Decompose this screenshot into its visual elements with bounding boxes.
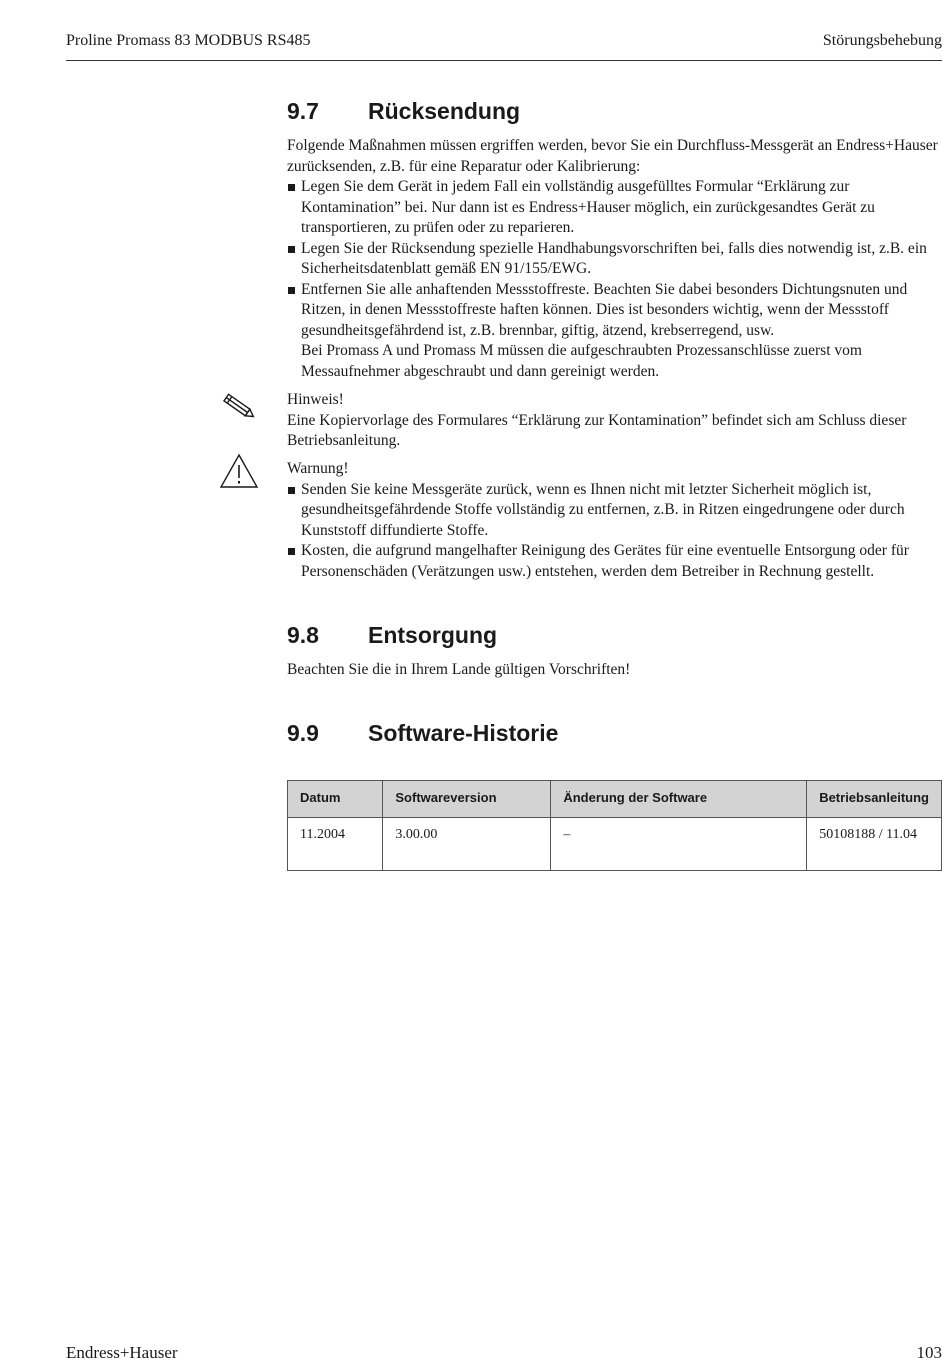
list-item [287, 541, 942, 582]
section-title: Rücksendung [368, 98, 521, 124]
list-item-text: Kosten, die aufgrund mangelhafter Reinigung des Gerätes für eine eventuelle Entsorgung oder für Personenschäden (Verätzungen usw.) entstehen, werden dem Betreiber in Rechnung gestellt. [301, 542, 909, 580]
list-item-text: Legen Sie der Rücksendung spezielle Handhabungsvorschriften bei, falls dies notwendig ist, z.B. ein Sicherheitsdatenblatt gemäß EN 91/155/EWG. [301, 239, 927, 277]
warning-label: Warnung! [287, 460, 349, 477]
note-label: Hinweis! [287, 391, 344, 408]
software-history-table [287, 780, 942, 871]
section-title: Entsorgung [368, 622, 498, 648]
header-chapter-title: Störungsbehebung [822, 32, 942, 49]
table-row [288, 818, 942, 871]
warning-block [287, 459, 942, 582]
table-cell-betriebsanleitung: 50108188 / 11.04 [807, 818, 942, 871]
pencil-icon [218, 390, 258, 424]
column-header-softwareversion: Softwareversion [383, 781, 551, 818]
page-header [66, 32, 942, 61]
entsorgung-text: Beachten Sie die in Ihrem Lande gültigen Vorschriften! [287, 661, 631, 678]
list-item [287, 480, 942, 542]
table-cell-aenderung: – [551, 818, 807, 871]
section-number: 9.8 [287, 622, 319, 648]
page-number: 103 [916, 1343, 942, 1362]
table-cell-datum: 11.2004 [288, 818, 383, 871]
column-header-aenderung: Änderung der Software [551, 781, 807, 818]
list-item [287, 280, 942, 383]
ruecksendung-body [287, 136, 942, 382]
warning-triangle-icon [218, 453, 258, 487]
column-header-datum: Datum [288, 781, 383, 818]
section-ruecksendung [287, 96, 942, 126]
list-item-text: Legen Sie dem Gerät in jedem Fall ein vollständig ausgefülltes Formular “Erklärung zur Kontamination” bei. Nur dann ist es Endress+Hauser möglich, ein zurückgesandtes Gerät zu transportieren, zu prüfen oder zu reparieren. [301, 178, 875, 236]
list-item [287, 177, 942, 239]
column-header-betriebsanleitung: Betriebsanleitung [807, 781, 942, 818]
note-text: Eine Kopiervorlage des Formulares “Erklärung zur Kontamination” befindet sich am Schluss dieser Betriebsanleitung. [287, 411, 907, 449]
list-item-text: Entfernen Sie alle anhaftenden Messstoffreste. Beachten Sie dabei besonders Dichtungsnuten und Ritzen, in denen Messstoffreste haften können. Dies ist besonders wichtig, wenn der Messstoff gesundheitsgefährdend ist, z.B. brennbar, giftig, ätzend, krebserregend, usw. [301, 280, 908, 339]
table-header-row [288, 781, 942, 818]
ruecksendung-list [287, 177, 942, 382]
note-block [287, 390, 942, 452]
section-title: Software-Historie [368, 720, 559, 746]
bullet-square-icon [288, 287, 295, 294]
bullet-square-icon [288, 548, 295, 555]
section-entsorgung [287, 620, 942, 650]
intro-paragraph: Folgende Maßnahmen müssen ergriffen werden, bevor Sie ein Durchfluss-Messgerät an Endress+Hauser zurücksenden, z.B. für eine Reparatur oder Kalibrierung: [287, 137, 938, 175]
list-item-extra-text: Bei Promass A und Promass M müssen die aufgeschraubten Prozessanschlüsse zuerst vom Messaufnehmer abgeschraubt und dann gereinigt werden. [301, 342, 862, 380]
list-item-text: Senden Sie keine Messgeräte zurück, wenn es Ihnen nicht mit letzter Sicherheit möglich ist, gesundheitsgefährdende Stoffe vollständig zu entfernen, z.B. in Ritzen eingedrungene oder durch Kunststoff diffundierte Stoffe. [301, 480, 905, 539]
section-software-historie [287, 718, 942, 748]
bullet-square-icon [288, 184, 295, 191]
bullet-square-icon [288, 246, 295, 253]
section-number: 9.9 [287, 720, 319, 746]
section-number: 9.7 [287, 98, 319, 124]
bullet-square-icon [288, 487, 295, 494]
section-heading-9-8 [287, 620, 942, 650]
table-cell-softwareversion: 3.00.00 [383, 818, 551, 871]
section-heading-9-7 [287, 96, 942, 126]
header-document-title: Proline Promass 83 MODBUS RS485 [66, 32, 311, 49]
warning-list [287, 480, 942, 583]
footer-company: Endress+Hauser [66, 1343, 178, 1362]
section-heading-9-9 [287, 718, 942, 748]
list-item [287, 239, 942, 280]
entsorgung-body [287, 660, 942, 681]
